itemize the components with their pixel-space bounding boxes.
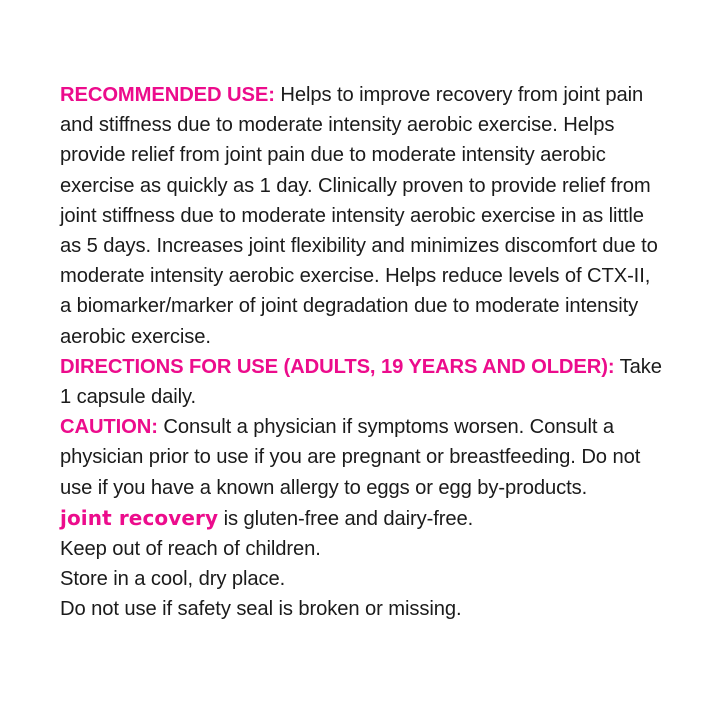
label-line [60, 352, 708, 382]
section-recommended-use [60, 80, 708, 352]
label-line: Keep out of reach of children. [60, 538, 321, 561]
label-line [60, 503, 708, 534]
recommended-use-text: Helps to improve recovery from joint pain [274, 84, 644, 106]
section-directions [60, 352, 708, 412]
label-line: as 5 days. Increases joint flexibility and minimizes discomfort due to [60, 235, 658, 258]
section-storage-warnings [60, 534, 708, 625]
label-text-block [60, 80, 708, 625]
directions-heading: DIRECTIONS FOR USE (ADULTS, 19 YEARS AND OLDER): [60, 355, 615, 378]
label-line: a biomarker/marker of joint degradation due to moderate intensity [60, 295, 639, 318]
label-line: aerobic exercise. [60, 325, 211, 348]
label-line: physician prior to use if you are pregnant or breastfeeding. Do not [60, 446, 641, 469]
caution-heading: CAUTION: [60, 416, 158, 439]
recommended-use-heading: RECOMMENDED USE: [60, 84, 275, 106]
brand-name: joint recovery [60, 505, 219, 530]
label-line [60, 80, 708, 110]
label-line: joint stiffness due to moderate intensity aerobic exercise in as little [60, 204, 644, 227]
label-line: Store in a cool, dry place. [60, 568, 286, 591]
label-line: 1 capsule daily. [60, 386, 197, 409]
label-line [60, 412, 708, 442]
caution-text: Consult a physician if symptoms worsen. Consult a [157, 416, 615, 439]
label-line: exercise as quickly as 1 day. Clinically proven to provide relief from [60, 174, 651, 197]
label-line: provide relief from joint pain due to moderate intensity aerobic [60, 144, 606, 167]
label-line: and stiffness due to moderate intensity aerobic exercise. Helps [60, 114, 615, 137]
directions-text: Take [614, 355, 662, 378]
label-line: Do not use if safety seal is broken or missing. [60, 598, 462, 621]
label-line: use if you have a known allergy to eggs or egg by-products. [60, 476, 588, 499]
label-line: moderate intensity aerobic exercise. Helps reduce levels of CTX-II, [60, 265, 651, 288]
section-brand-claims [60, 503, 708, 534]
section-caution [60, 412, 708, 503]
brand-claim-text: is gluten-free and dairy-free. [218, 507, 474, 530]
